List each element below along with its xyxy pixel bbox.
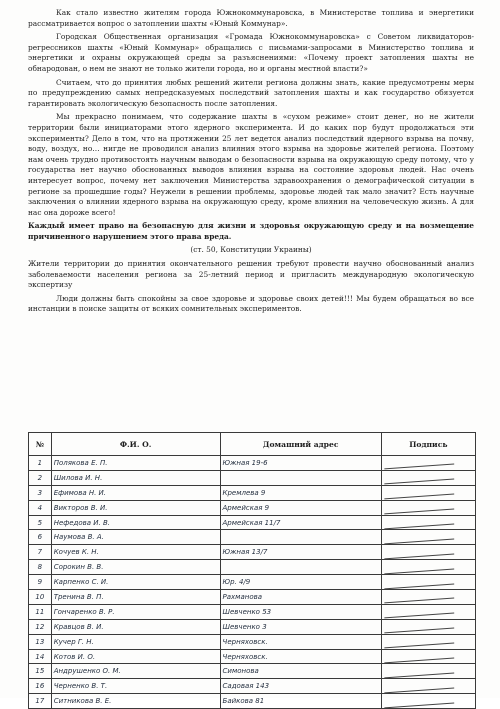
signature-cell bbox=[381, 530, 475, 545]
signer-address: Шевченко 3 bbox=[220, 619, 381, 634]
handwritten-signature bbox=[383, 590, 453, 604]
signer-address bbox=[220, 470, 381, 485]
table-row bbox=[29, 604, 476, 619]
handwritten-signature bbox=[383, 516, 453, 530]
handwritten-signature bbox=[383, 545, 453, 559]
handwritten-signature bbox=[383, 575, 453, 589]
signer-address: Юр. 4/9 bbox=[220, 575, 381, 590]
signature-cell bbox=[381, 470, 475, 485]
row-number: 13 bbox=[29, 634, 52, 649]
handwritten-signature bbox=[383, 471, 453, 485]
signer-address bbox=[220, 530, 381, 545]
row-number: 11 bbox=[29, 604, 52, 619]
table-row bbox=[29, 560, 476, 575]
handwritten-signature bbox=[383, 664, 453, 678]
signer-name: Ефимова Н. И. bbox=[51, 485, 220, 500]
signer-name: Нефедова И. В. bbox=[51, 515, 220, 530]
signer-name: Кочуев К. Н. bbox=[51, 545, 220, 560]
table-row bbox=[29, 694, 476, 709]
row-number: 2 bbox=[29, 470, 52, 485]
signature-cell bbox=[381, 604, 475, 619]
table-row bbox=[29, 470, 476, 485]
paragraph-closing: Люди должны быть спокойны за свое здоровье и здоровье своих детей!!! Мы будем обращаться во все инстанции в поиске защиты от всяких сомнительных экспериментов. bbox=[28, 293, 474, 314]
table-row bbox=[29, 500, 476, 515]
handwritten-signature bbox=[383, 530, 453, 544]
table-row bbox=[29, 664, 476, 679]
signer-name: Карпенко С. И. bbox=[51, 575, 220, 590]
row-number: 8 bbox=[29, 560, 52, 575]
signature-cell bbox=[381, 575, 475, 590]
row-number: 14 bbox=[29, 649, 52, 664]
row-number: 15 bbox=[29, 664, 52, 679]
petition-text bbox=[28, 8, 474, 318]
table-row bbox=[29, 545, 476, 560]
row-number: 17 bbox=[29, 694, 52, 709]
signer-address: Шевченко 53 bbox=[220, 604, 381, 619]
table-row bbox=[29, 575, 476, 590]
signer-name: Андрушенко О. М. bbox=[51, 664, 220, 679]
signature-cell bbox=[381, 560, 475, 575]
row-number: 4 bbox=[29, 500, 52, 515]
table-row bbox=[29, 649, 476, 664]
header-number: № bbox=[29, 433, 52, 456]
signer-name: Кравцов В. И. bbox=[51, 619, 220, 634]
header-signature: Подпись bbox=[381, 433, 475, 456]
signer-address: Рахманова bbox=[220, 590, 381, 605]
row-number: 1 bbox=[29, 456, 52, 471]
signature-cell bbox=[381, 485, 475, 500]
paragraph-organization: Городская Общественная организация «Громада Южнокоммунаровска» с Советом ликвидаторов-регрессников шахты «Юный Коммунар» обращались с письмами-запросами в Министерство топлива и энергетики и охраны окружающей среды за разъяснениями: «Почему проект затопления шахты не обнародован, о нем не знают не только жители города, но и органы местной власти?» bbox=[28, 32, 474, 73]
signer-name: Гончаренко В. Р. bbox=[51, 604, 220, 619]
signature-cell bbox=[381, 679, 475, 694]
constitution-reference: (ст. 50, Конституции Украины) bbox=[190, 245, 312, 255]
signer-name: Черненко В. Т. bbox=[51, 679, 220, 694]
signer-address: Симонова bbox=[220, 664, 381, 679]
signer-address: Черняховск. bbox=[220, 649, 381, 664]
row-number: 10 bbox=[29, 590, 52, 605]
signer-address: Кремлева 9 bbox=[220, 485, 381, 500]
table-row bbox=[29, 515, 476, 530]
signer-name: Тренина В. П. bbox=[51, 590, 220, 605]
signer-address: Армейская 9 bbox=[220, 500, 381, 515]
signature-rows bbox=[29, 456, 476, 709]
signer-address: Южная 19-6 bbox=[220, 456, 381, 471]
handwritten-signature bbox=[383, 650, 453, 664]
signer-name: Викторов В. И. bbox=[51, 500, 220, 515]
signature-cell bbox=[381, 664, 475, 679]
signer-name: Полякова Е. П. bbox=[51, 456, 220, 471]
signature-cell bbox=[381, 590, 475, 605]
row-number: 7 bbox=[29, 545, 52, 560]
signer-address: Садовая 143 bbox=[220, 679, 381, 694]
signer-address: Южная 13/7 bbox=[220, 545, 381, 560]
table-row bbox=[29, 485, 476, 500]
table-row bbox=[29, 590, 476, 605]
signer-address: Армейская 11/7 bbox=[220, 515, 381, 530]
signer-name: Сорокин В. В. bbox=[51, 560, 220, 575]
table-row bbox=[29, 456, 476, 471]
signer-name: Кучер Г. Н. bbox=[51, 634, 220, 649]
handwritten-signature bbox=[383, 486, 453, 500]
row-number: 6 bbox=[29, 530, 52, 545]
signature-table-header bbox=[29, 433, 476, 456]
handwritten-signature bbox=[383, 501, 453, 515]
signer-name: Котов И. О. bbox=[51, 649, 220, 664]
paragraph-experiment: Мы прекрасно понимаем, что содержание шахты в «сухом режиме» стоит денег, но не жители территории были инициаторами этого ядерного эксперимента. И до каких пор будут продолжаться эти эксперименты? Дело в том, что на протяжении 25 лет ведется анализ последствий ядерного взрыва на почву, воду, воздух, но… нигде не проводился анализ влияния этого взрыва на здоровье жителей региона. Поэтому нам очень трудно противостоять научным выводам о безопасности взрыва на окружающую среду потому, что у государства нет научно обоснованных выводов влияния взрыва на состояние здоровья людей. Нас очень интересует вопрос, почему нет заключения Министерства здравоохранения о демографической ситуации в регионе за прошедшие годы? Неужели в решении проблемы, здоровье людей так мало значит? Есть научные заключения о влиянии ядерного взрыва на окружающую среду, кроме влияния на человеческую жизнь. А для нас она дороже всего! bbox=[28, 112, 474, 217]
signature-cell bbox=[381, 619, 475, 634]
handwritten-signature bbox=[383, 560, 453, 574]
table-row bbox=[29, 634, 476, 649]
signature-cell bbox=[381, 545, 475, 560]
signer-address: Байкова 81 bbox=[220, 694, 381, 709]
row-number: 12 bbox=[29, 619, 52, 634]
handwritten-signature bbox=[383, 694, 453, 708]
signature-cell bbox=[381, 694, 475, 709]
constitution-quote: Каждый имеет право на безопасную для жизни и здоровья окружающую среду и на возмещение причиненного нарушением этого права вреда. bbox=[28, 221, 474, 241]
handwritten-signature bbox=[383, 679, 453, 693]
row-number: 5 bbox=[29, 515, 52, 530]
table-row bbox=[29, 619, 476, 634]
paragraph-demand-safety: Считаем, что до принятия любых решений жители региона должны знать, какие предусмотрены меры по предупреждению самых непредсказуемых последствий затопления шахты и как государство обязуется гарантировать экологическую безопасность после затопления. bbox=[28, 77, 474, 108]
signature-cell bbox=[381, 456, 475, 471]
signer-address bbox=[220, 560, 381, 575]
header-address: Домашний адрес bbox=[220, 433, 381, 456]
paragraph-intro: Как стало известно жителям города Южнокоммунаровска, в Министерстве топлива и энергетики рассматривается вопрос о затоплении шахты «Юный Коммунар». bbox=[28, 8, 474, 28]
handwritten-signature bbox=[383, 635, 453, 649]
paragraph-requirement: Жители территории до принятия окончательного решения требуют провести научно обоснованный анализ заболеваемости населения региона за 25-летний период и пригласить международную экологическую экспертизу bbox=[28, 259, 474, 290]
table-row bbox=[29, 530, 476, 545]
header-name: Ф.И. О. bbox=[51, 433, 220, 456]
signer-name: Шилова И. Н. bbox=[51, 470, 220, 485]
signature-table bbox=[28, 432, 476, 709]
handwritten-signature bbox=[383, 620, 453, 634]
handwritten-signature bbox=[383, 456, 453, 470]
handwritten-signature bbox=[383, 605, 453, 619]
row-number: 9 bbox=[29, 575, 52, 590]
table-row bbox=[29, 679, 476, 694]
signature-cell bbox=[381, 515, 475, 530]
signature-cell bbox=[381, 634, 475, 649]
signer-name: Наумова В. А. bbox=[51, 530, 220, 545]
row-number: 16 bbox=[29, 679, 52, 694]
signer-name: Ситникова В. Е. bbox=[51, 694, 220, 709]
signature-cell bbox=[381, 500, 475, 515]
signature-cell bbox=[381, 649, 475, 664]
signer-address: Черняховск. bbox=[220, 634, 381, 649]
row-number: 3 bbox=[29, 485, 52, 500]
